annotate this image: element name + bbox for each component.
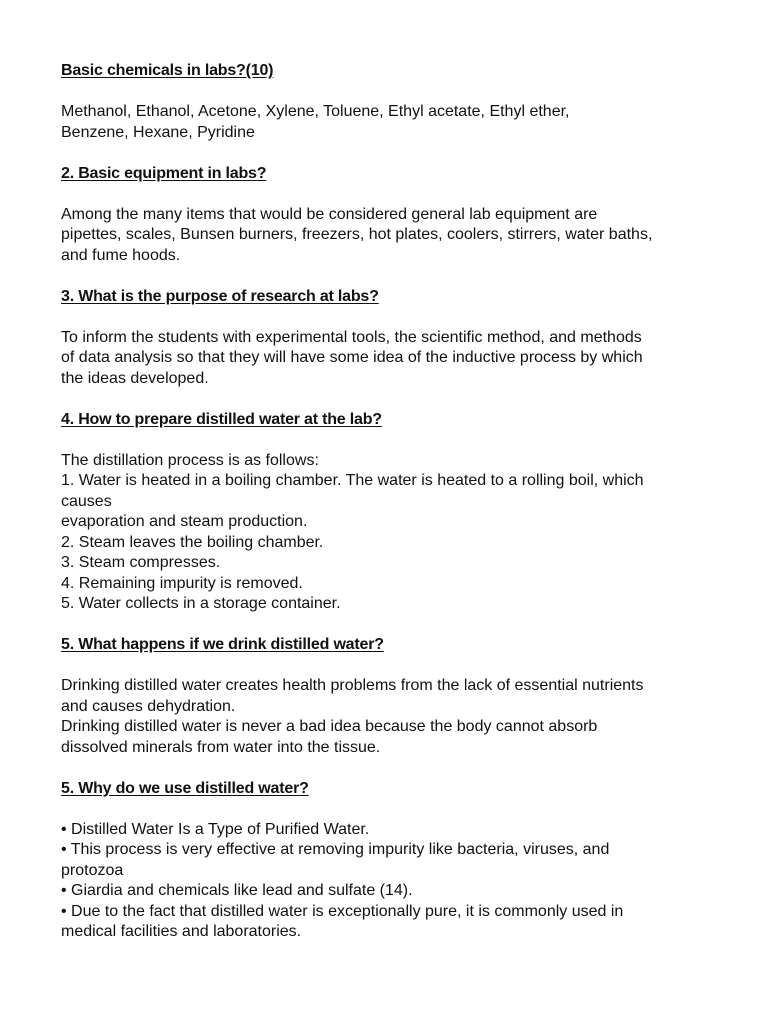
section-heading: 4. How to prepare distilled water at the lab? (61, 410, 382, 428)
bullet-line: medical facilities and laboratories. (61, 923, 302, 940)
section-body (61, 820, 711, 943)
bullet-line: • Giardia and chemicals like lead and sulfate (14). (61, 882, 413, 899)
body-line: evaporation and steam production. (61, 513, 308, 530)
section-basic-equipment (61, 164, 711, 287)
body-line: 4. Remaining impurity is removed. (61, 574, 303, 592)
section-heading: 2. Basic equipment in labs? (61, 164, 267, 182)
body-line: Drinking distilled water is never a bad idea because the body cannot absorb (61, 718, 598, 735)
section-heading: Basic chemicals in labs?(10) (61, 62, 274, 79)
body-line: Methanol, Ethanol, Acetone, Xylene, Toluene, Ethyl acetate, Ethyl ether, (61, 103, 570, 120)
body-line: 2. Steam leaves the boiling chamber. (61, 533, 324, 551)
bullet-line: • Due to the fact that distilled water is exceptionally pure, it is commonly used in (61, 902, 624, 920)
section-prepare-distilled-water (61, 410, 711, 636)
body-line: and fume hoods. (61, 246, 181, 264)
section-purpose-of-research (61, 287, 711, 410)
body-line: 3. Steam compresses. (61, 554, 221, 571)
section-body (61, 451, 711, 615)
body-line: pipettes, scales, Bunsen burners, freezers, hot plates, coolers, stirrers, water baths, (61, 226, 653, 243)
body-line: and causes dehydration. (61, 697, 236, 715)
body-line: The distillation process is as follows: (61, 451, 319, 469)
section-why-use-distilled-water (61, 779, 711, 943)
section-body (61, 328, 711, 390)
section-body (61, 102, 711, 143)
body-line: of data analysis so that they will have some idea of the inductive process by which (61, 349, 643, 366)
section-heading: 3. What is the purpose of research at labs? (61, 287, 379, 305)
body-line: 5. Water collects in a storage container. (61, 595, 341, 612)
bullet-line: • Distilled Water Is a Type of Purified Water. (61, 820, 370, 838)
bullet-line: • This process is very effective at removing impurity like bacteria, viruses, and (61, 841, 610, 858)
section-body (61, 205, 711, 267)
section-drink-distilled-water (61, 635, 711, 779)
body-line: Benzene, Hexane, Pyridine (61, 123, 255, 141)
section-heading: 5. What happens if we drink distilled water? (61, 636, 384, 653)
section-basic-chemicals (61, 61, 711, 164)
section-heading: 5. Why do we use distilled water? (61, 779, 309, 797)
body-line: To inform the students with experimental tools, the scientific method, and methods (61, 328, 642, 346)
body-line: Among the many items that would be considered general lab equipment are (61, 205, 598, 223)
body-line: the ideas developed. (61, 369, 209, 387)
section-body (61, 676, 711, 758)
body-line: 1. Water is heated in a boiling chamber. The water is heated to a rolling boil, which (61, 472, 644, 489)
body-line: dissolved minerals from water into the tissue. (61, 738, 381, 756)
document-page (61, 61, 711, 943)
body-line: Drinking distilled water creates health problems from the lack of essential nutrients (61, 677, 644, 694)
bullet-line: protozoa (61, 861, 124, 879)
body-line: causes (61, 492, 112, 510)
